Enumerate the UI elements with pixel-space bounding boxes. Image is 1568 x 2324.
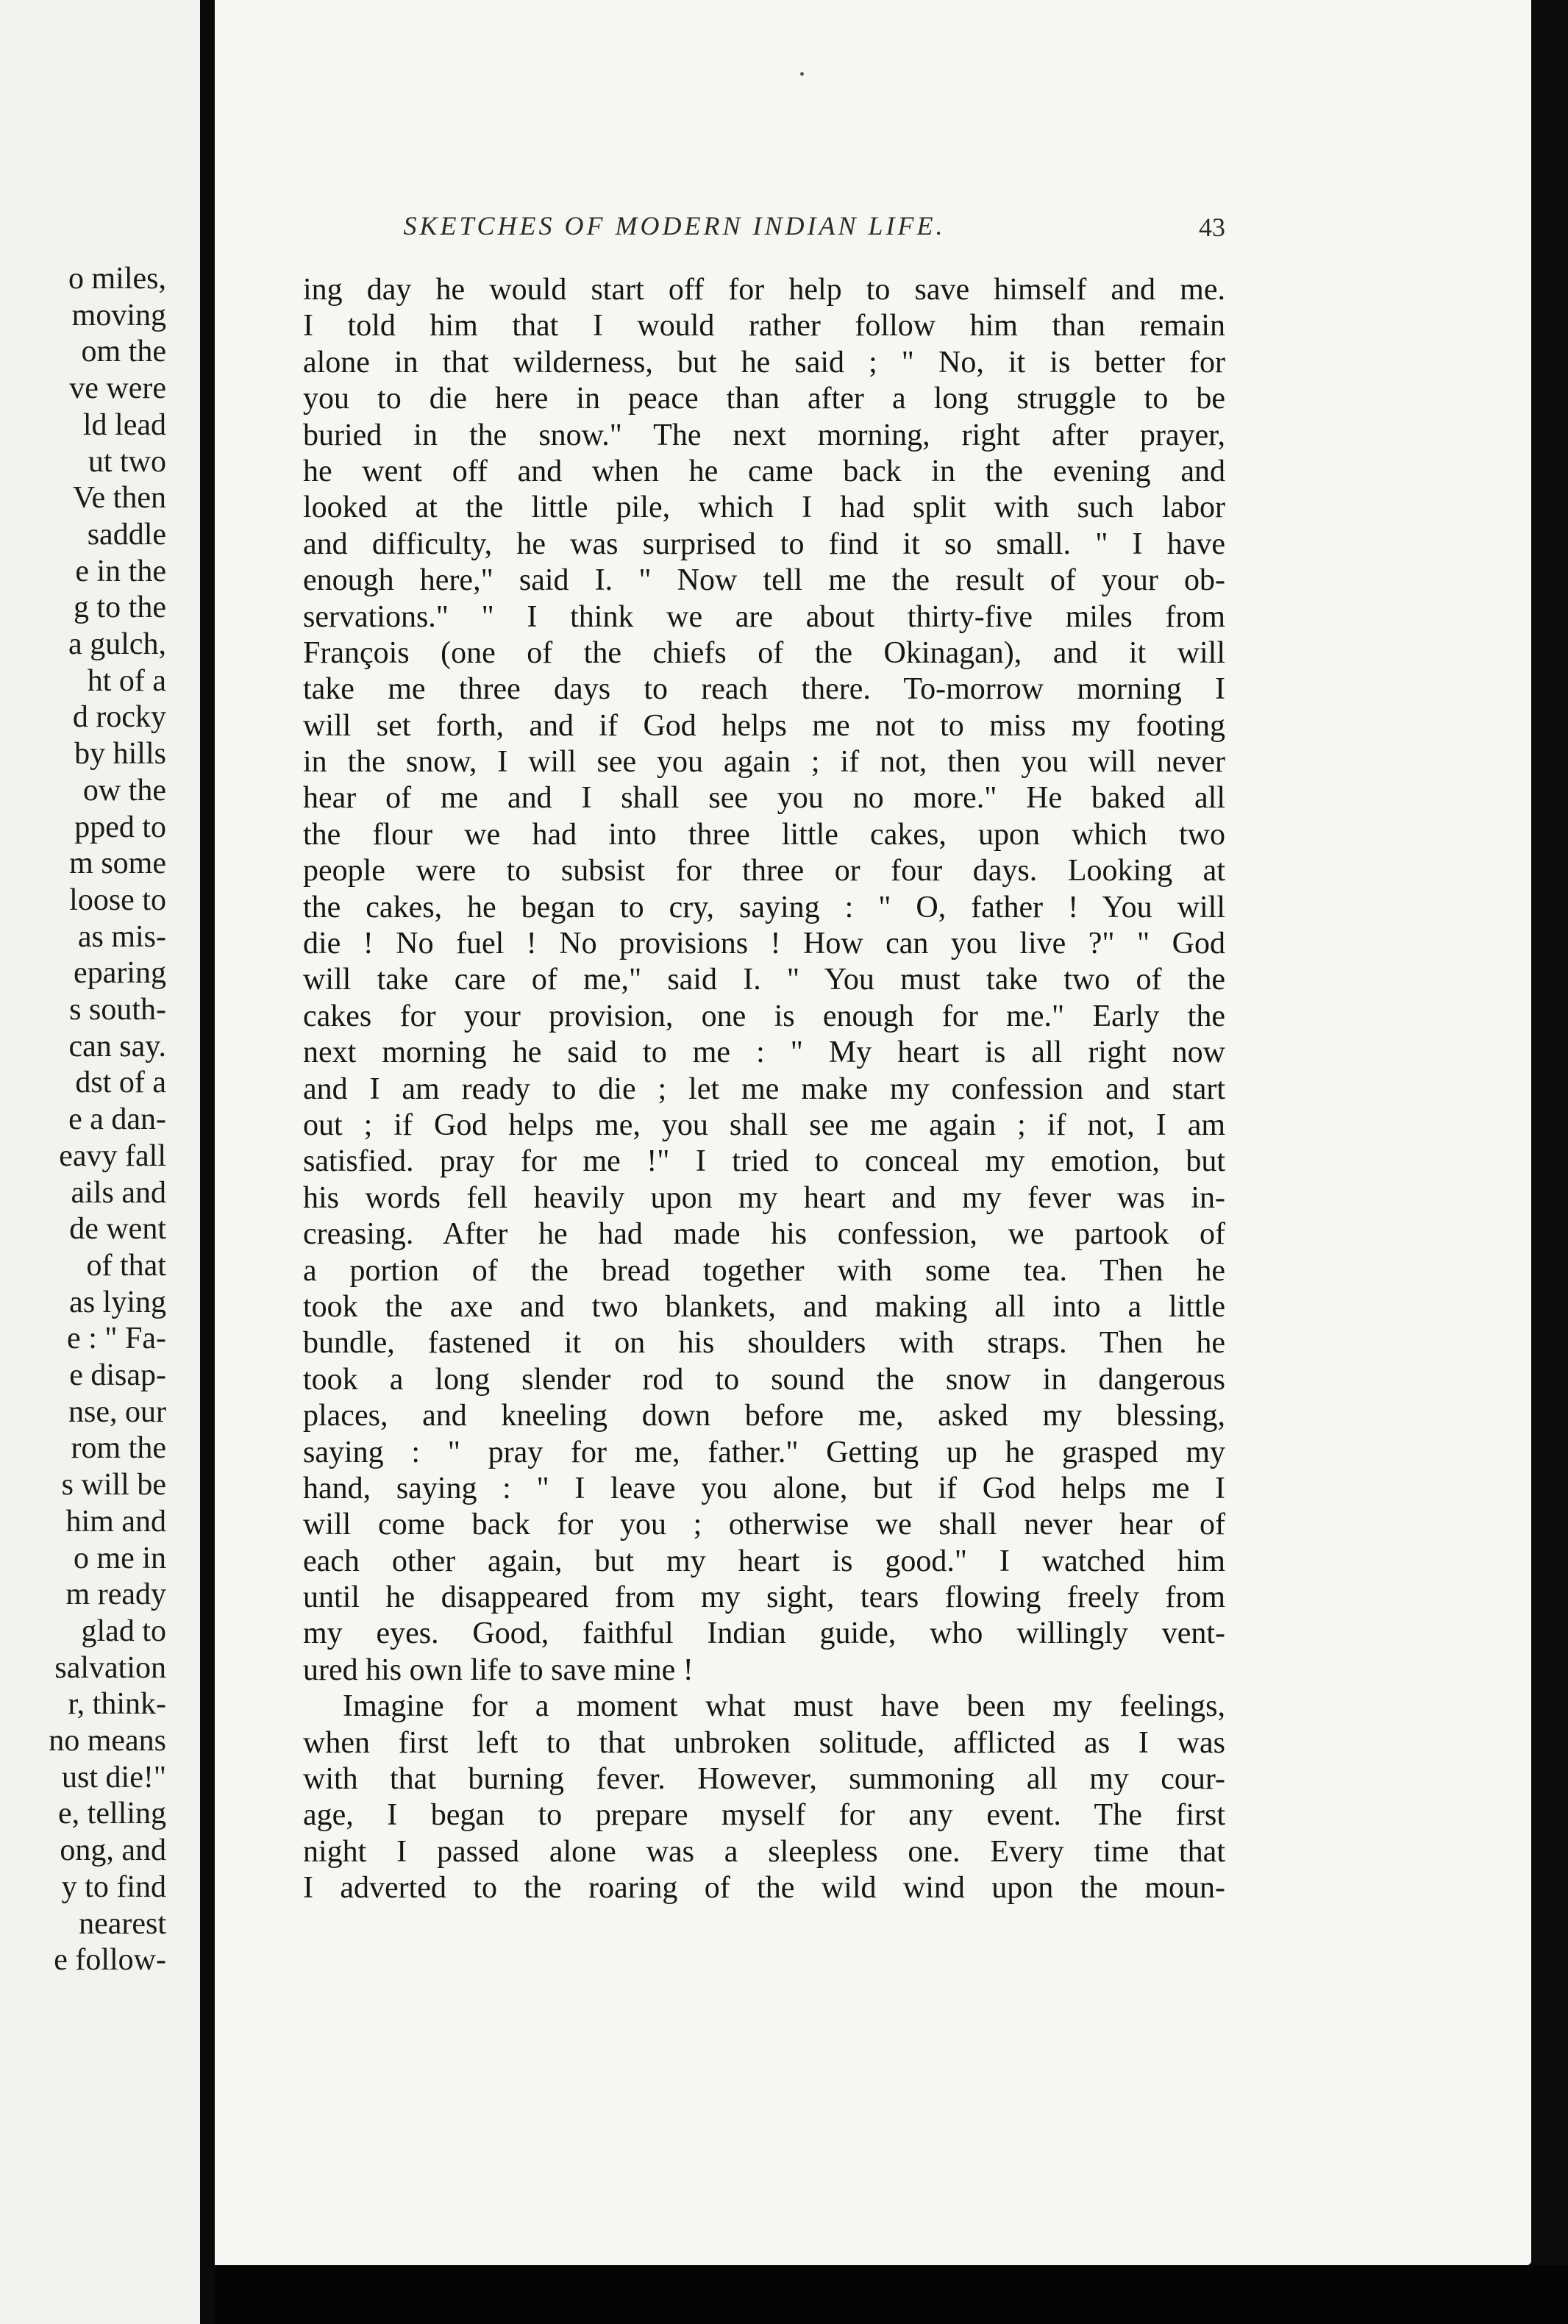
left-page-line: him and <box>65 1504 166 1539</box>
text-line: and I am ready to die ; let me make my confession and start <box>303 1072 1225 1106</box>
text-line: looked at the little pile, which I had split with such labor <box>303 491 1225 525</box>
text-line: Imagine for a moment what must have been my feelings, <box>343 1689 1225 1724</box>
text-line: bundle, fastened it on his shoulders with straps. Then he <box>303 1326 1225 1361</box>
text-line: take me three days to reach there. To-morrow morning I <box>303 672 1225 707</box>
text-line: the cakes, he began to cry, saying : " O, father ! You will <box>303 890 1225 924</box>
left-page-line: no means <box>49 1724 166 1758</box>
left-page-line: nearest <box>79 1906 166 1941</box>
left-page-line: can say. <box>68 1029 166 1063</box>
left-page-line: d rocky <box>72 700 166 735</box>
left-page-line: y to find <box>61 1869 166 1904</box>
left-page-line: eparing <box>74 956 166 991</box>
text-line: hear of me and I shall see you no more." He baked all <box>303 781 1225 816</box>
text-line: people were to subsist for three or four days. Looking at <box>303 854 1225 888</box>
text-line: ured his own life to save mine ! <box>303 1653 694 1687</box>
left-page-line: ht of a <box>87 663 166 698</box>
text-line: his words fell heavily upon my heart and my fever was in- <box>303 1180 1225 1215</box>
body-text <box>303 272 1225 1907</box>
text-line: satisfied. pray for me !" I tried to conceal my emotion, but <box>303 1144 1225 1179</box>
text-line: ing day he would start off for help to save himself and me. <box>303 273 1225 307</box>
text-line: cakes for your provision, one is enough for me." Early the <box>303 999 1225 1033</box>
left-page-line: as lying <box>69 1285 166 1319</box>
left-page-line: s will be <box>61 1468 166 1503</box>
left-page-line: e : " Fa- <box>67 1322 166 1356</box>
text-line: age, I began to prepare myself for any event. The first <box>303 1798 1225 1833</box>
text-line: I adverted to the roaring of the wild wind upon the moun- <box>303 1871 1225 1906</box>
left-page-line: rom the <box>71 1431 166 1466</box>
left-page-line: by hills <box>74 737 166 771</box>
text-line: next morning he said to me : " My heart is all right now <box>303 1036 1225 1070</box>
left-page-line: eavy fall <box>59 1138 166 1173</box>
text-line: hand, saying : " I leave you alone, but if God helps me I <box>303 1471 1225 1505</box>
left-page-line: salvation <box>54 1650 166 1685</box>
text-line: out ; if God helps me, you shall see me again ; if not, I am <box>303 1108 1225 1142</box>
text-line: my eyes. Good, faithful Indian guide, who willingly vent- <box>303 1617 1225 1651</box>
text-line: François (one of the chiefs of the Okinagan), and it will <box>303 635 1225 670</box>
left-page-line: loose to <box>69 883 166 917</box>
left-page-line: of that <box>86 1248 166 1283</box>
text-line: took the axe and two blankets, and making all into a little <box>303 1289 1225 1324</box>
text-line: die ! No fuel ! No provisions ! How can you live ?" " God <box>303 927 1225 961</box>
left-page-line: ails and <box>71 1175 166 1210</box>
left-page-line: glad to <box>81 1614 166 1648</box>
text-line: in the snow, I will see you again ; if not, then you will never <box>303 745 1225 780</box>
left-page-line: m ready <box>65 1578 166 1612</box>
left-page-line: ust die!" <box>62 1760 166 1794</box>
text-line: will set forth, and if God helps me not to miss my footing <box>303 708 1225 743</box>
scan-edge <box>1531 0 1568 2324</box>
text-line: places, and kneeling down before me, asked my blessing, <box>303 1399 1225 1433</box>
text-line: until he disappeared from my sight, tears flowing freely from <box>303 1580 1225 1615</box>
left-page-line: dst of a <box>75 1066 166 1100</box>
text-line: servations." " I think we are about thirty-five miles from <box>303 599 1225 634</box>
text-line: you to die here in peace than after a long struggle to be <box>303 382 1225 416</box>
text-line: enough here," said I. " Now tell me the result of your ob- <box>303 563 1225 598</box>
left-page-line: a gulch, <box>68 627 166 661</box>
left-page-line: saddle <box>87 517 166 552</box>
left-page-line: ow the <box>82 773 166 808</box>
page-speck <box>800 72 804 76</box>
text-line: the flour we had into three little cakes, upon which two <box>303 817 1225 852</box>
left-page-line: e a dan- <box>68 1102 166 1137</box>
text-line: I told him that I would rather follow him than remain <box>303 309 1225 343</box>
text-line: night I passed alone was a sleepless one. Every time that <box>303 1834 1225 1869</box>
page-number: 43 <box>1199 213 1225 242</box>
text-line: each other again, but my heart is good." I watched him <box>303 1544 1225 1578</box>
left-facing-page <box>0 0 200 2324</box>
text-line: saying : " pray for me, father." Getting up he grasped my <box>303 1435 1225 1469</box>
scan-bottom-edge <box>215 2265 1568 2324</box>
text-line: will take care of me," said I. " You must take two of the <box>303 963 1225 997</box>
book-gutter <box>200 0 215 2324</box>
left-page-line: moving <box>71 298 166 332</box>
left-page-line: ong, and <box>60 1833 166 1868</box>
paragraph <box>303 1689 1225 1906</box>
text-line: took a long slender rod to sound the snow in dangerous <box>303 1362 1225 1397</box>
left-page-line: o miles, <box>68 262 166 296</box>
left-page-line: as mis- <box>77 919 166 954</box>
left-page-line: e disap- <box>69 1358 166 1392</box>
left-page-line: s south- <box>69 993 166 1027</box>
left-page-line: pped to <box>74 810 166 844</box>
left-page-line: o me in <box>74 1541 166 1575</box>
left-page-line: r, think- <box>68 1687 166 1722</box>
running-head: SKETCHES OF MODERN INDIAN LIFE. <box>403 211 946 240</box>
text-line: alone in that wilderness, but he said ; " No, it is better for <box>303 345 1225 379</box>
left-page-line: e, telling <box>58 1797 166 1831</box>
left-page-line: ut two <box>88 444 166 479</box>
text-line: creasing. After he had made his confession, we partook of <box>303 1217 1225 1252</box>
paragraph <box>303 272 1225 1689</box>
left-page-line: om the <box>81 335 166 369</box>
left-page-line: nse, our <box>68 1394 166 1429</box>
text-line: a portion of the bread together with some tea. Then he <box>303 1253 1225 1288</box>
left-page-line: ve were <box>69 371 166 406</box>
text-line: and difficulty, he was surprised to find it so small. " I have <box>303 527 1225 561</box>
text-line: buried in the snow." The next morning, right after prayer, <box>303 418 1225 452</box>
left-page-line: g to the <box>74 591 166 625</box>
left-page-line: e follow- <box>54 1943 166 1978</box>
text-line: will come back for you ; otherwise we shall never hear of <box>303 1508 1225 1542</box>
text-line: when first left to that unbroken solitude, afflicted as I was <box>303 1725 1225 1760</box>
left-page-line: Ve then <box>72 481 166 516</box>
left-page-line: ld lead <box>82 407 166 442</box>
left-page-line: m some <box>69 846 166 881</box>
text-line: he went off and when he came back in the evening and <box>303 454 1225 488</box>
left-page-line: e in the <box>75 554 166 588</box>
text-line: with that burning fever. However, summoning all my cour- <box>303 1762 1225 1797</box>
left-page-line: de went <box>69 1212 166 1247</box>
